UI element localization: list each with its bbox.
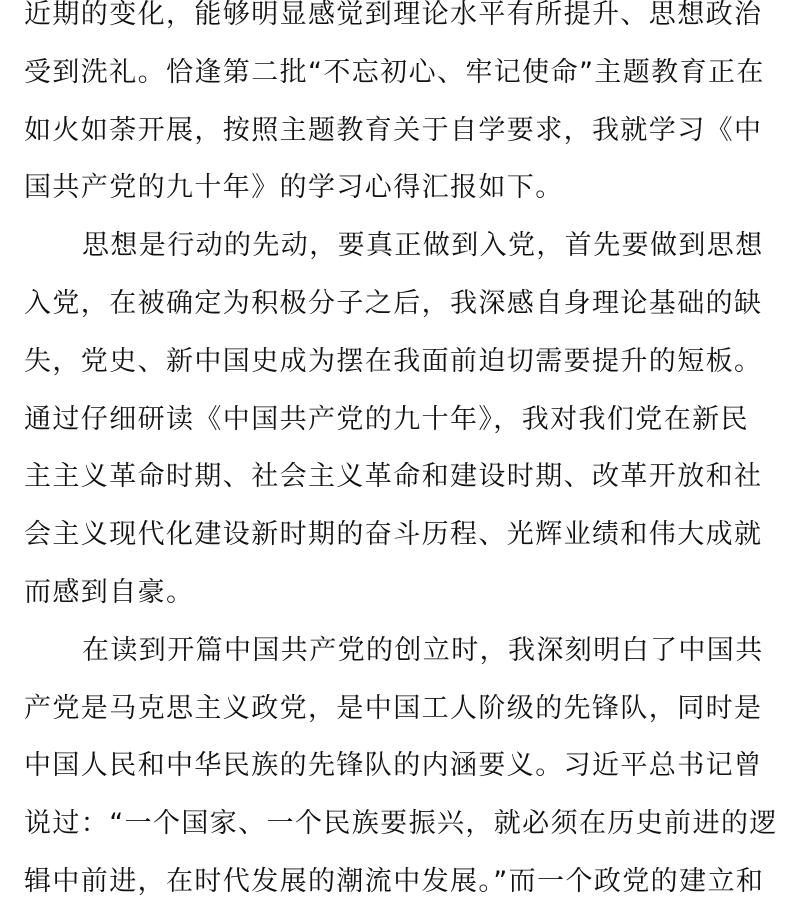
text-line: 而感到自豪。 — [24, 576, 195, 608]
document-body — [24, 0, 784, 911]
text-line: 中国人民和中华民族的先锋队的内涵要义。习近平总书记曾 — [24, 750, 763, 782]
text-line: 失，党史、新中国史成为摆在我面前迫切需要提升的短板。 — [24, 345, 763, 377]
text-line: 辑中前进，在时代发展的潮流中发展。”而一个政党的建立和 — [24, 865, 765, 897]
text-line: 近期的变化，能够明显感觉到理论水平有所提升、思想政治 — [24, 0, 763, 30]
text-line: 受到洗礼。恰逢第二批“不忘初心、牢记使命”主题教育正在 — [24, 56, 765, 88]
text-line: 国共产党的九十年》的学习心得汇报如下。 — [24, 172, 564, 204]
text-line: 产党是马克思主义政党，是中国工人阶级的先锋队，同时是 — [24, 692, 763, 724]
text-line: 入党，在被确定为积极分子之后，我深感自身理论基础的缺 — [24, 287, 763, 319]
paragraph-first-line: 思想是行动的先动，要真正做到入党，首先要做到思想 — [82, 230, 764, 262]
text-line: 通过仔细研读《中国共产党的九十年》，我对我们党在新民 — [24, 403, 749, 435]
text-line: 主主义革命时期、社会主义革命和建设时期、改革开放和社 — [24, 461, 763, 493]
text-line: 如火如荼开展，按照主题教育关于自学要求，我就学习《中 — [24, 114, 763, 146]
paragraph-first-line: 在读到开篇中国共产党的创立时，我深刻明白了中国共 — [82, 634, 764, 666]
text-line: 说过：“一个国家、一个民族要振兴，就必须在历史前进的逻 — [24, 808, 778, 840]
text-line: 会主义现代化建设新时期的奋斗历程、光辉业绩和伟大成就 — [24, 519, 763, 551]
